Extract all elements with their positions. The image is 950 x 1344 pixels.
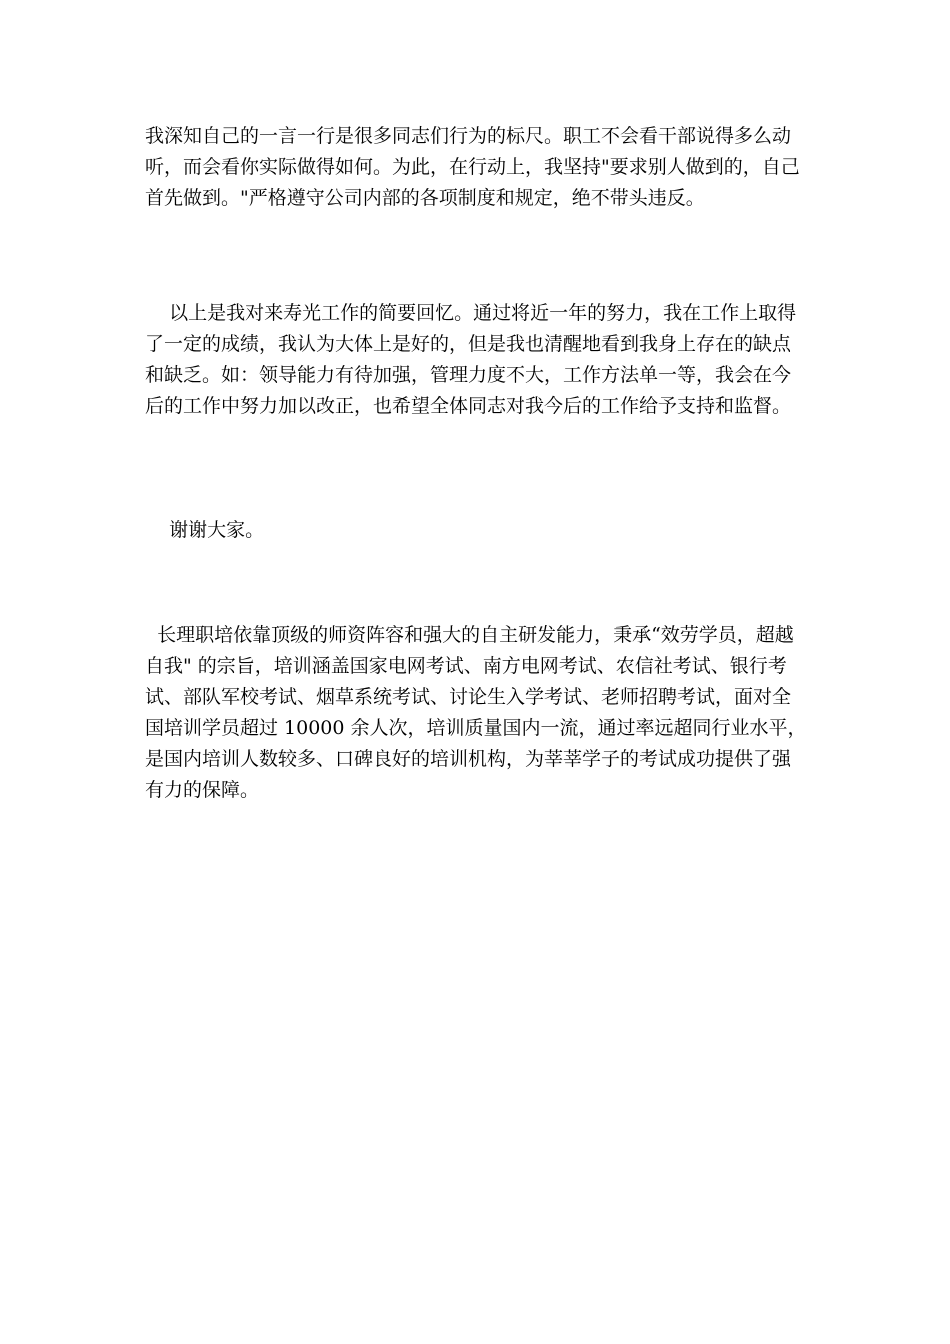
text-line: 是国内培训人数较多、口碑良好的培训机构，为莘莘学子的考试成功提供了强 bbox=[145, 748, 792, 770]
paragraph-training-ad bbox=[145, 620, 815, 806]
text-line: 以上是我对来寿光工作的简要回忆。通过将近一年的努力，我在工作上取得 bbox=[145, 302, 797, 324]
text-line: 有力的保障。 bbox=[145, 779, 260, 801]
text-line: 国培训学员超过 10000 余人次，培训质量国内一流，通过率远超同行业水平， bbox=[145, 717, 807, 739]
paragraph-leadership-example bbox=[145, 121, 815, 214]
text-line: 首先做到。"严格遵守公司内部的各项制度和规定，绝不带头违反。 bbox=[145, 187, 705, 209]
text-line: 长理职培依靠顶级的师资阵容和强大的自主研发能力，秉承“效劳学员，超越 bbox=[145, 624, 794, 646]
text-line: 后的工作中努力加以改正，也希望全体同志对我今后的工作给予支持和监督。 bbox=[145, 395, 792, 417]
text-line: 谢谢大家。 bbox=[145, 519, 265, 541]
paragraph-work-review bbox=[145, 298, 815, 422]
text-line: 试、部队军校考试、烟草系统考试、讨论生入学考试、老师招聘考试，面对全 bbox=[145, 686, 792, 708]
paragraph-thanks bbox=[145, 515, 815, 546]
text-line: 自我" 的宗旨，培训涵盖国家电网考试、南方电网考试、农信社考试、银行考 bbox=[145, 655, 787, 677]
text-line: 听，而会看你实际做得如何。为此，在行动上，我坚持"要求别人做到的，自己 bbox=[145, 156, 800, 178]
text-line: 我深知自己的一言一行是很多同志们行为的标尺。职工不会看干部说得多么动 bbox=[145, 125, 792, 147]
text-line: 了一定的成绩，我认为大体上是好的，但是我也清醒地看到我身上存在的缺点 bbox=[145, 333, 792, 355]
text-line: 和缺乏。如：领导能力有待加强，管理力度不大，工作方法单一等，我会在今 bbox=[145, 364, 792, 386]
